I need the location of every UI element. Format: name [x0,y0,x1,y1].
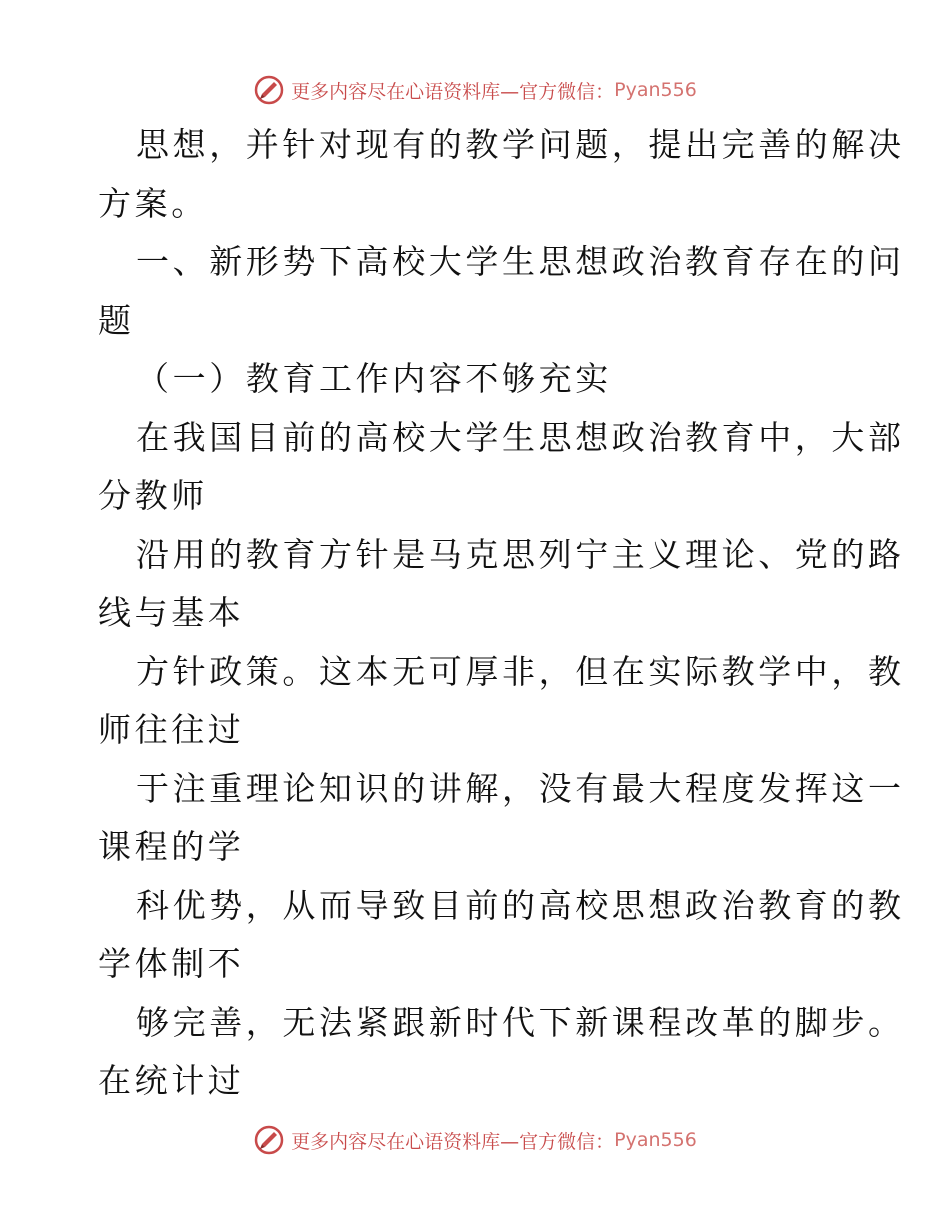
watermark-text: 更多内容尽在心语资料库—官方微信： [291,1130,615,1153]
text-line: 一、新形势下高校大学生思想政治教育存在的问 [136,242,905,281]
header-watermark [0,70,950,110]
text-line: 于注重理论知识的讲解，没有最大程度发挥这一 [136,768,905,808]
watermark-wechat-id: Pyan556 [614,79,697,101]
text-line: 够完善，无法紧跟新时代下新课程改革的脚步。 [136,1002,905,1042]
logo-icon [253,1124,285,1156]
text-line: 方案。 [98,183,208,223]
document-body [98,116,905,1111]
text-line: 线与基本 [98,593,245,632]
text-line: 在我国目前的高校大学生思想政治教育中，大部 [136,417,905,457]
text-line: 思想，并针对现有的教学问题，提出完善的解决 [136,125,905,164]
text-line: 分教师 [98,476,208,515]
text-line: 科优势，从而导致目前的高校思想政治教育的教 [136,885,905,925]
text-line: （一）教育工作内容不够充实 [136,359,612,398]
footer-watermark [0,1120,950,1160]
logo-icon [253,74,285,106]
text-line: 方针政策。这本无可厚非，但在实际教学中，教 [136,651,905,691]
watermark-wechat-id: Pyan556 [614,1129,697,1151]
text-line: 题 [98,300,135,340]
text-line: 课程的学 [98,827,245,866]
text-line: 学体制不 [98,944,245,983]
text-line: 师往往过 [98,710,245,749]
text-line: 在统计过 [98,1061,245,1100]
text-line: 沿用的教育方针是马克思列宁主义理论、党的路 [136,534,905,574]
watermark-text: 更多内容尽在心语资料库—官方微信： [291,80,615,103]
